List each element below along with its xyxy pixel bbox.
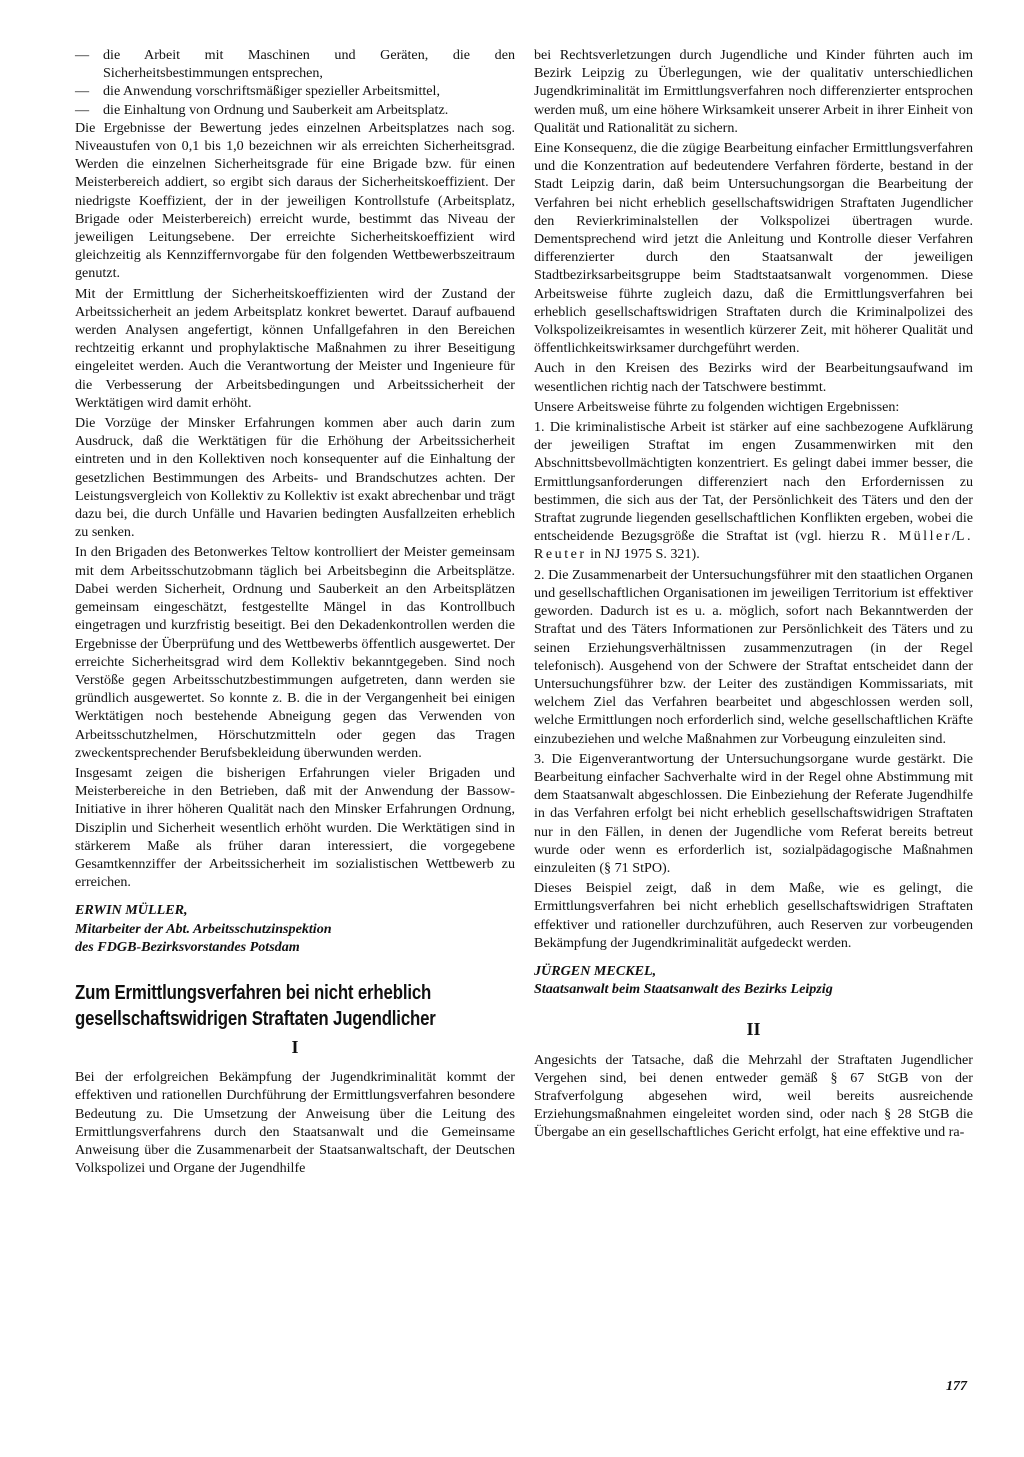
author-affiliation: Mitarbeiter der Abt. Arbeitsschutzinspektion <box>75 920 332 937</box>
citation-separator: / <box>951 528 956 545</box>
body-paragraph: bei Rechtsverletzungen durch Jugendliche und Kinder führten auch im Bezirk Leipzig zu Überlegungen, wie der qualitativ unterschiedlichen Jugendkriminalität im Ermittlungsverfahren noch differenzierter entsprochen werden muß, um eine höhere Wirksamkeit unserer Arbeit in ihrer Einheit von Qualität und Rationalität zu sichern. <box>534 47 973 136</box>
body-paragraph: Insgesamt zeigen die bisherigen Erfahrungen vieler Brigaden und Meisterbereiche in den Betrieben, daß mit der Anwendung der Bassow-Initiative in ihrer höheren Qualität nach den Minsker Erfahrungen Ordnung, Disziplin und Sicherheit wesentlich erhöht wurden. Die Werktätigen sind in stärkerem Maße als früher daran interessiert, die vorgegebene Gesamtkennziffer der Arbeitssicherheit im sozialistischen Wettbewerb zu erreichen. <box>75 764 515 891</box>
body-paragraph: Bei der erfolgreichen Bekämpfung der Jugendkriminalität kommt der effektiven und rationellen Durchführung der Ermittlungsverfahren besondere Bedeutung zu. Die Umsetzung der Anweisung über die Leitung des Ermittlungsverfahrens durch den Staatsanwalt und die Gemeinsame Anweisung über die Zusammenarbeit der Staatsanwaltschaft, der Deutschen Volkspolizei und Organe der Jugendhilfe <box>75 1069 515 1177</box>
point-text: 1. Die kriminalistische Arbeit ist stärker auf eine sachbezogene Aufklärung der jeweiligen Straftat im engen Zusammenwirken mit den Abschnittsbevollmächtigten konzentriert. Es gelingt dabei immer besser, die Ermittlungsanforderungen differenziert nach den Erfordernissen zu bestimmen, die sich aus der Tat, der Persönlichkeit des Täters und den der Straftat zugrunde liegenden gesellschaftlichen Konflikten ergeben, wobei die entscheidende Bezugsgröße die Straftat ist (vgl. hierzu <box>534 419 973 545</box>
author-affiliation: des FDGB-Bezirksvorstandes Potsdam <box>75 938 300 955</box>
author-name: ERWIN MÜLLER, <box>75 902 188 919</box>
section-heading: II <box>746 1019 761 1040</box>
numbered-point: 3. Die Eigenverantwortung der Untersuchungsorgane wurde gestärkt. Die Bearbeitung einfacher Sachverhalte wird in der Regel ohne Abstimmung mit dem Staatsanwalt abgeschlossen. Die Einbeziehung der Referate Jugendhilfe in das Verfahren erfolgt bei nicht erheblich gesellschaftswidrigen Straftaten nur in den Fällen, in denen der Jugendliche vom Referat bereits betreut wurde oder wenn es erforderlich ist, sozialpädagogische Maßnahmen einzuleiten (§ 71 StPO). <box>534 750 973 876</box>
body-paragraph: Die Vorzüge der Minsker Erfahrungen kommen aber auch darin zum Ausdruck, daß die Werktätigen für die Erhöhung der Arbeitssicherheit eintreten und in den Kollektiven noch konsequenter auf die Einhaltung der gesetzlichen Bestimmungen des Arbeits- und Brandschutzes achten. Der Leistungsvergleich von Kollektiv zu Kollektiv ist exakt abrechenbar und trägt dazu bei, die durch Unfälle und Havarien bedingten Ausfallzeiten erheblich zu senken. <box>75 415 515 541</box>
body-paragraph: Angesichts der Tatsache, daß die Mehrzahl der Straftaten Jugendlicher Vergehen sind, bei denen entweder gemäß § 67 StGB von der Strafverfolgung abgesehen wird, weil bereits ausreichende Erziehungsmaßnahmen eingeleitet worden sind, oder nach § 28 StGB die Übergabe an ein gesellschaftliches Gericht erfolgt, hat eine effektive und ra- <box>534 1051 973 1141</box>
citation-author: R. Müller <box>871 528 952 545</box>
right-column <box>534 46 973 1144</box>
left-column <box>75 46 515 1179</box>
body-paragraph: In den Brigaden des Betonwerkes Teltow kontrolliert der Meister gemeinsam mit dem Arbeitsschutzobmann täglich bei Arbeitsbeginn die Arbeitsplätze. Dabei werden Sicherheit, Ordnung und Sauberkeit an den Arbeitsplätzen gemeinsam eingeschätzt, festgestellte Mängel in das Kontrollbuch eingetragen und kurzfristig beseitigt. Bei den Dekadenkontrollen werden die Ergebnisse der Überprüfung und des Wettbewerbs öffentlich ausgewertet. Der erreichte Sicherheitsgrad wird dem Kollektiv bekanntgegeben. Sind noch Verstöße gegen Arbeitsschutzbestimmungen aufgetreten, dann werden sie gründlich ausgewertet. So konnte z. B. die in der Vergangenheit bei einigen Werktätigen noch bestehende Abneigung gegen das Verwenden von Arbeitsschutzhelmen, Hörschutzmitteln oder gegen das Tragen zweckentsprechender Berufsbekleidung überwunden werden. <box>75 544 515 761</box>
list-item: — die Anwendung vorschriftsmäßiger spezieller Arbeitsmittel, <box>75 82 515 100</box>
author-name: JÜRGEN MECKEL, <box>534 962 657 979</box>
section-heading: I <box>291 1036 299 1057</box>
numbered-point <box>534 418 973 564</box>
author-affiliation: Staatsanwalt beim Staatsanwalt des Bezirks Leipzig <box>534 981 833 998</box>
body-paragraph: Eine Konsequenz, die die zügige Bearbeitung einfacher Ermittlungsverfahren und die Konzentration auf bedeutendere Verfahren förderte, bestand in der Stadt Leipzig darin, daß beim Untersuchungsorgan die Bearbeitung der Verfahren bei nicht erheblich gesellschaftswidrigen Straftaten Jugendlicher den Revierkriminalstellen der Volkspolizei übertragen wurde. Dementsprechend wird jetzt die Anleitung und Kontrolle dieser Verfahren differenzierter durch den Staatsanwalt der jeweiligen Stadtbezirksarbeitsgruppe beim Stadtstaatsanwalt vorgenommen. Diese Arbeitsweise führte zugleich dazu, daß die Ermittlungsverfahren bei erheblich gesellschaftswidrigen Straftaten durch die Kriminalpolizei des Volkspolizeikreisamtes in wesentlich kürzerer Zeit, mit höherer Qualität und öffentlichkeitswirksamer durchgeführt werden. <box>534 140 973 357</box>
point-text: in NJ 1975 S. 321). <box>590 546 700 563</box>
article-title: Zum Ermittlungsverfahren bei nicht erheblich gesellschaftswidrigen Straftaten Jugendlicher <box>75 980 436 1030</box>
numbered-point: 2. Die Zusammenarbeit der Untersuchungsführer mit den staatlichen Organen und gesellschaftlichen Organisationen im jeweiligen Territorium ist effektiver geworden. Dadurch ist es u. a. möglich, sofort nach Bekanntwerden der Straftat und des Täters Informationen zur Persönlichkeit des Täters und zu seinen Erziehungsverhältnissen zusammenzutragen (in der Regel telefonisch). Ausgehend von der Schwere der Straftat entscheidet dann der Untersuchungsführer bzw. der Leiter des zuständigen Kommissariats, mit welchem Ziel das Verfahren bearbeitet und abgeschlossen werden soll, welche Ermittlungen noch erforderlich sind, welche gesellschaftlichen Kräfte einzubeziehen und welche Maßnahmen zur Vorbeugung einzuleiten sind. <box>534 566 973 747</box>
body-paragraph: Unsere Arbeitsweise führte zu folgenden wichtigen Ergebnissen: <box>534 398 900 415</box>
list-item: — die Einhaltung von Ordnung und Sauberkeit am Arbeitsplatz. <box>75 101 515 119</box>
list-item: — die Arbeit mit Maschinen und Geräten, die den Sicherheitsbestimmungen entsprechen, <box>75 46 515 82</box>
body-paragraph: Mit der Ermittlung der Sicherheitskoeffizienten wird der Zustand der Arbeitssicherheit an jedem Arbeitsplatz konkret bewertet. Darauf aufbauend werden Analysen angefertigt, können Unfallgefahren in den Bereichen rechtzeitig erkannt und prophylaktische Maßnahmen zu ihrer Beseitigung eingeleitet werden. Auch die Verantwortung der Meister und Ingenieure für die Verbesserung der Arbeitsbedingungen und Arbeitssicherheit der Werktätigen wird damit erhöht. <box>75 285 515 411</box>
page-number: 177 <box>946 1379 967 1394</box>
citation-author: L. Reuter <box>534 528 974 563</box>
body-paragraph: Auch in den Kreisen des Bezirks wird der Bearbeitungsaufwand im wesentlichen richtig nach der Tatschwere bestimmt. <box>534 360 973 395</box>
body-paragraph: Dieses Beispiel zeigt, daß in dem Maße, wie es gelingt, die Ermittlungsverfahren bei nicht erheblich gesellschaftswidrigen Straftaten effektiver und rationeller durchzuführen, auch Reserven zur vorbeugenden Bekämpfung der Jugendkriminalität aufgedeckt werden. <box>534 880 973 951</box>
body-paragraph: Die Ergebnisse der Bewertung jedes einzelnen Arbeitsplatzes nach sog. Niveaustufen von 0,1 bis 1,0 bezeichnen wir als erreichten Sicherheitsgrad. Werden die einzelnen Sicherheitsgrade für eine Brigade bzw. für einen Meisterbereich addiert, so ergibt sich daraus der Sicherheitskoeffizient. Der niedrigste Koeffizient, der in der jeweiligen Kontrollstufe (Arbeitsplatz, Brigade oder Meisterbereich) erreicht wurde, bestimmt das Niveau der jeweiligen Leitungsebene. Der erreichte Sicherheitskoeffizient wird gleichzeitig als Kennziffernvorgabe für den folgenden Wettbewerbszeitraum genutzt. <box>75 119 515 282</box>
